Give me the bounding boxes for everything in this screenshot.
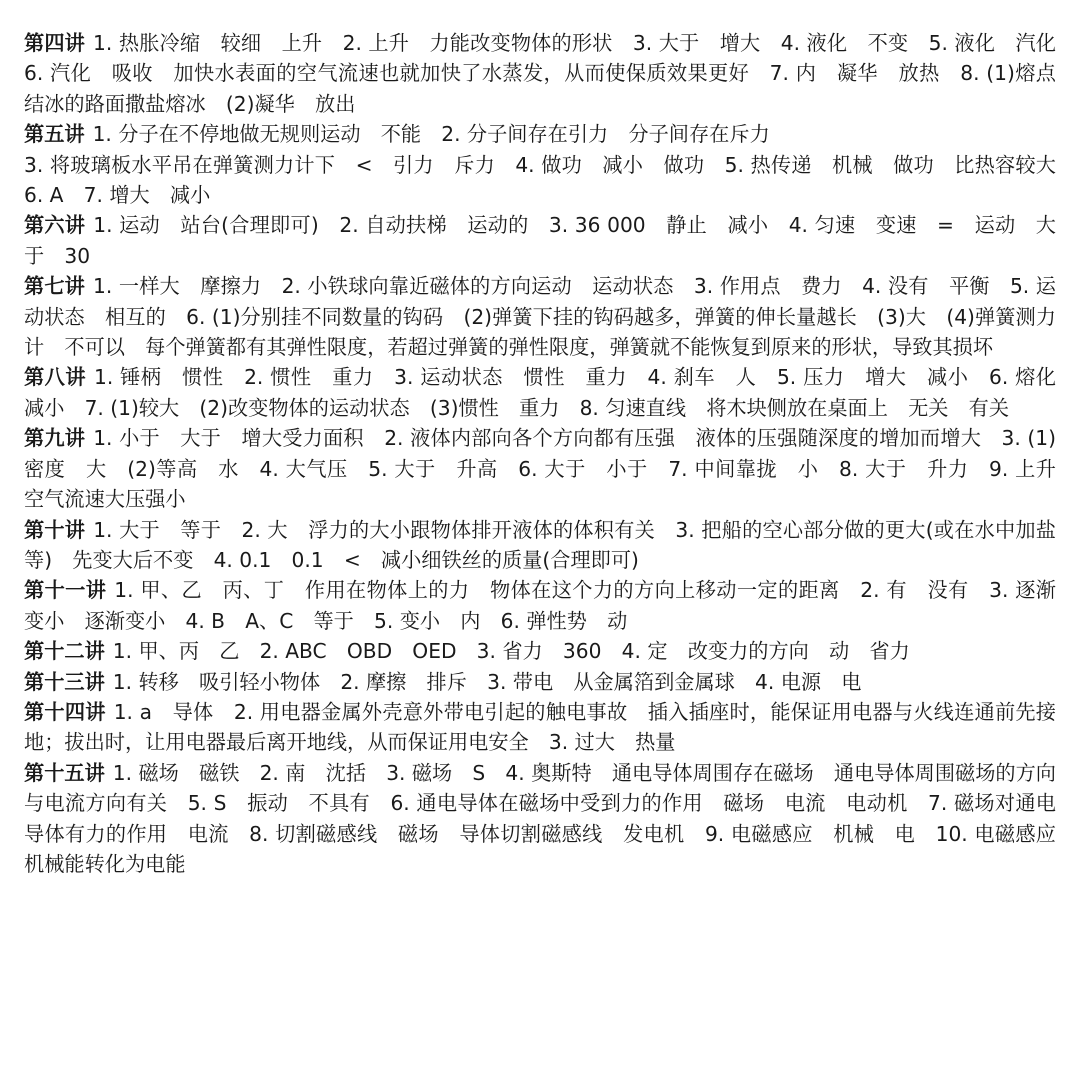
- section-answers: 1. 小于 大于 增大受力面积 2. 液体内部向各个方向都有压强 液体的压强随深度的增加而增大 3. (1)密度 大 (2)等高 水 4. 大气压 5. 大于 升高 6. 大于 小于 7. 中间靠拢 小 8. 大于 升力 9. 上升 空气流速大压强小: [24, 426, 1077, 512]
- section-answers: 1. 甲、丙 乙 2. ABC OBD OED 3. 省力 360 4. 定 改变力的方向 动 省力: [112, 639, 910, 664]
- section-heading: 第十讲: [24, 517, 86, 542]
- section-lecture-9: [24, 423, 1077, 514]
- section-heading: 第十三讲: [24, 669, 105, 694]
- section-answers: 1. 大于 等于 2. 大 浮力的大小跟物体排开液体的体积有关 3. 把船的空心部分做的更大(或在水中加盐等) 先变大后不变 4. 0.1 0.1 < 减小细铁丝的质量(合理即可): [24, 517, 1056, 572]
- section-answers: 1. 一样大 摩擦力 2. 小铁球向靠近磁体的方向运动 运动状态 3. 作用点 费力 4. 没有 平衡 5. 运动状态 相互的 6. (1)分别挂不同数量的钩码 (2)弹簧下挂的钩码越多，弹簧的伸长量越长 (3)大 (4)弹簧测力计 不可以 每个弹簧都有其弹性限度，若超过弹簧的弹性限度，弹簧就不能恢复到原来的形状，导致其损坏: [24, 274, 1056, 360]
- section-answers: 1. 运动 站台(合理即可) 2. 自动扶梯 运动的 3. 36 000 静止 减小 4. 匀速 变速 = 运动 大于 30: [24, 213, 1056, 268]
- section-heading: 第十五讲: [24, 760, 105, 785]
- section-answers: 1. 热胀冷缩 较细 上升 2. 上升 力能改变物体的形状 3. 大于 增大 4. 液化 不变 5. 液化 汽化 6. 汽化 吸收 加快水表面的空气流速也就加快了水蒸发，从而使保质效果更好 7. 内 凝华 放热 8. (1)熔点 结冰的路面撒盐熔冰 (2)凝华 放出: [24, 31, 1077, 116]
- section-lecture-12: [24, 636, 1056, 666]
- section-answers: 1. a 导体 2. 用电器金属外壳意外带电引起的触电事故 插入插座时，能保证用电器与火线连通前先接地；拔出时，让用电器最后离开地线，从而保证用电安全 3. 过大 热量: [24, 699, 1056, 755]
- section-heading: 第七讲: [24, 274, 86, 299]
- section-lecture-14: [24, 697, 1056, 758]
- section-heading: 第十四讲: [24, 699, 106, 724]
- answer-key-document: [24, 28, 1077, 879]
- section-lecture-8: [24, 362, 1077, 423]
- section-lecture-15: [24, 758, 1077, 880]
- section-answers: 1. 锤柄 惯性 2. 惯性 重力 3. 运动状态 惯性 重力 4. 刹车 人 5. 压力 增大 减小 6. 熔化 减小 7. (1)较大 (2)改变物体的运动状态 (3)惯性 重力 8. 匀速直线 将木块侧放在桌面上 无关 有关: [24, 365, 1077, 420]
- section-answers: 1. 甲、乙 丙、丁 作用在物体上的力 物体在这个力的方向上移动一定的距离 2. 有 没有 3. 逐渐变小 逐渐变小 4. B A、C 等于 5. 变小 内 6. 弹性势 动: [24, 578, 1056, 633]
- section-heading: 第六讲: [24, 213, 86, 238]
- section-heading: 第十一讲: [24, 578, 107, 603]
- section-lecture-13: [24, 667, 1056, 697]
- section-heading: 第八讲: [24, 365, 86, 390]
- section-heading: 第九讲: [24, 426, 86, 451]
- section-answers: 1. 转移 吸引轻小物体 2. 摩擦 排斥 3. 带电 从金属箔到金属球 4. 电源 电: [112, 669, 862, 694]
- section-lecture-4: [24, 28, 1077, 119]
- section-heading: 第五讲: [24, 122, 85, 147]
- section-heading: 第十二讲: [24, 639, 105, 664]
- section-answers: 1. 分子在不停地做无规则运动 不能 2. 分子间存在引力 分子间存在斥力 3. 将玻璃板水平吊在弹簧测力计下 < 引力 斥力 4. 做功 减小 做功 5. 热传递 机械 做功 比热容较大 6. A 7. 增大 减小: [24, 122, 1056, 208]
- section-heading: 第四讲: [24, 31, 86, 55]
- section-lecture-6: [24, 210, 1056, 271]
- section-lecture-5: [24, 119, 1056, 210]
- section-lecture-7: [24, 271, 1056, 362]
- section-lecture-11: [24, 575, 1056, 636]
- section-lecture-10: [24, 515, 1056, 576]
- section-answers: 1. 磁场 磁铁 2. 南 沈括 3. 磁场 S 4. 奥斯特 通电导体周围存在磁场 通电导体周围磁场的方向与电流方向有关 5. S 振动 不具有 6. 通电导体在磁场中受到力的作用 磁场 电流 电动机 7. 磁场对通电导体有力的作用 电流 8. 切割磁感线 磁场 导体切割磁感线 发电机 9. 电磁感应 机械 电 10. 电磁感应 机械能转化为电能: [24, 760, 1077, 876]
